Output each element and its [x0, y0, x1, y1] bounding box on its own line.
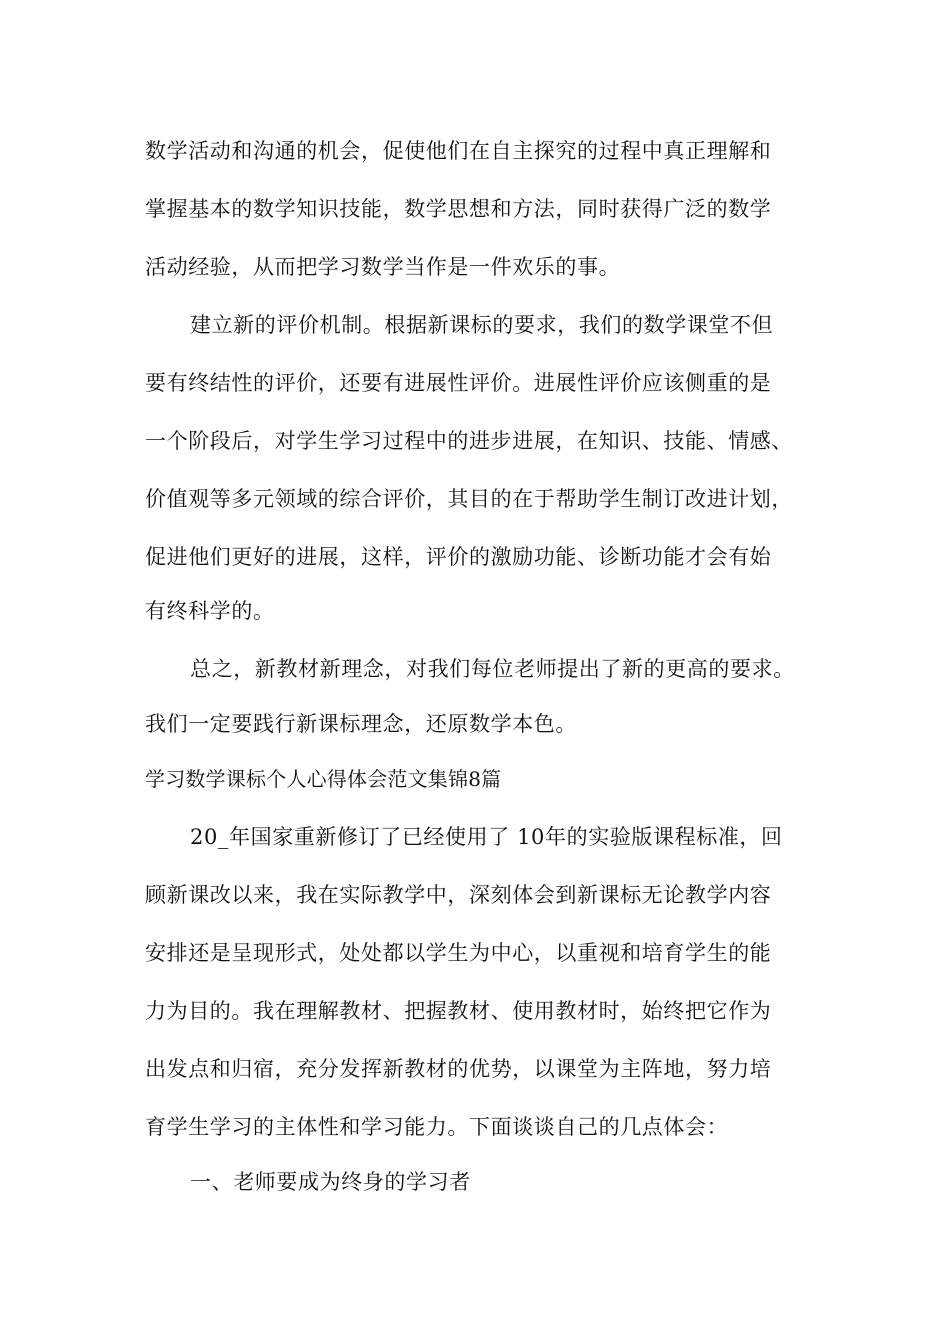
paragraph-1-line-3: 活动经验，从而把学习数学当作是一件欢乐的事。 [145, 255, 621, 279]
paragraph-4-line-4: 力为目的。我在理解教材、把握教材、使用教材时，始终把它作为 [145, 999, 772, 1023]
paragraph-4-line-1: 20_年国家重新修订了已经使用了 10年的实验版课程标准，回 [190, 825, 783, 849]
paragraph-2-line-1: 建立新的评价机制。根据新课标的要求，我们的数学课堂不但 [190, 313, 774, 337]
paragraph-4-line-5: 出发点和归宿，充分发挥新教材的优势，以课堂为主阵地，努力培 [145, 1057, 772, 1081]
paragraph-2-line-3: 一个阶段后，对学生学习过程中的进步进展，在知识、技能、情感、 [145, 429, 793, 453]
paragraph-2-line-5: 促进他们更好的进展，这样，评价的激励功能、诊断功能才会有始 [145, 545, 772, 569]
paragraph-1-line-1: 数学活动和沟通的机会，促使他们在自主探究的过程中真正理解和 [145, 139, 772, 163]
section-title: 学习数学课标个人心得体会范文集锦8篇 [145, 767, 502, 791]
subheading: 一、老师要成为终身的学习者 [190, 1170, 471, 1194]
paragraph-4-line-6: 育学生学习的主体性和学习能力。下面谈谈自己的几点体会： [145, 1115, 729, 1139]
paragraph-2-line-2: 要有终结性的评价，还要有进展性评价。进展性评价应该侧重的是 [145, 371, 772, 395]
paragraph-3-line-1: 总之，新教材新理念，对我们每位老师提出了新的更高的要求。 [190, 657, 795, 681]
paragraph-1-line-2: 掌握基本的数学知识技能，数学思想和方法，同时获得广泛的数学 [145, 197, 772, 221]
paragraph-4-line-2: 顾新课改以来，我在实际教学中，深刻体会到新课标无论教学内容 [145, 883, 772, 907]
paragraph-4-line-3: 安排还是呈现形式，处处都以学生为中心，以重视和培育学生的能 [145, 941, 772, 965]
paragraph-2-line-6: 有终科学的。 [145, 599, 275, 623]
paragraph-3-line-2: 我们一定要践行新课标理念，还原数学本色。 [145, 712, 577, 736]
paragraph-2-line-4: 价值观等多元领域的综合评价，其目的在于帮助学生制订改进计划， [145, 487, 793, 511]
